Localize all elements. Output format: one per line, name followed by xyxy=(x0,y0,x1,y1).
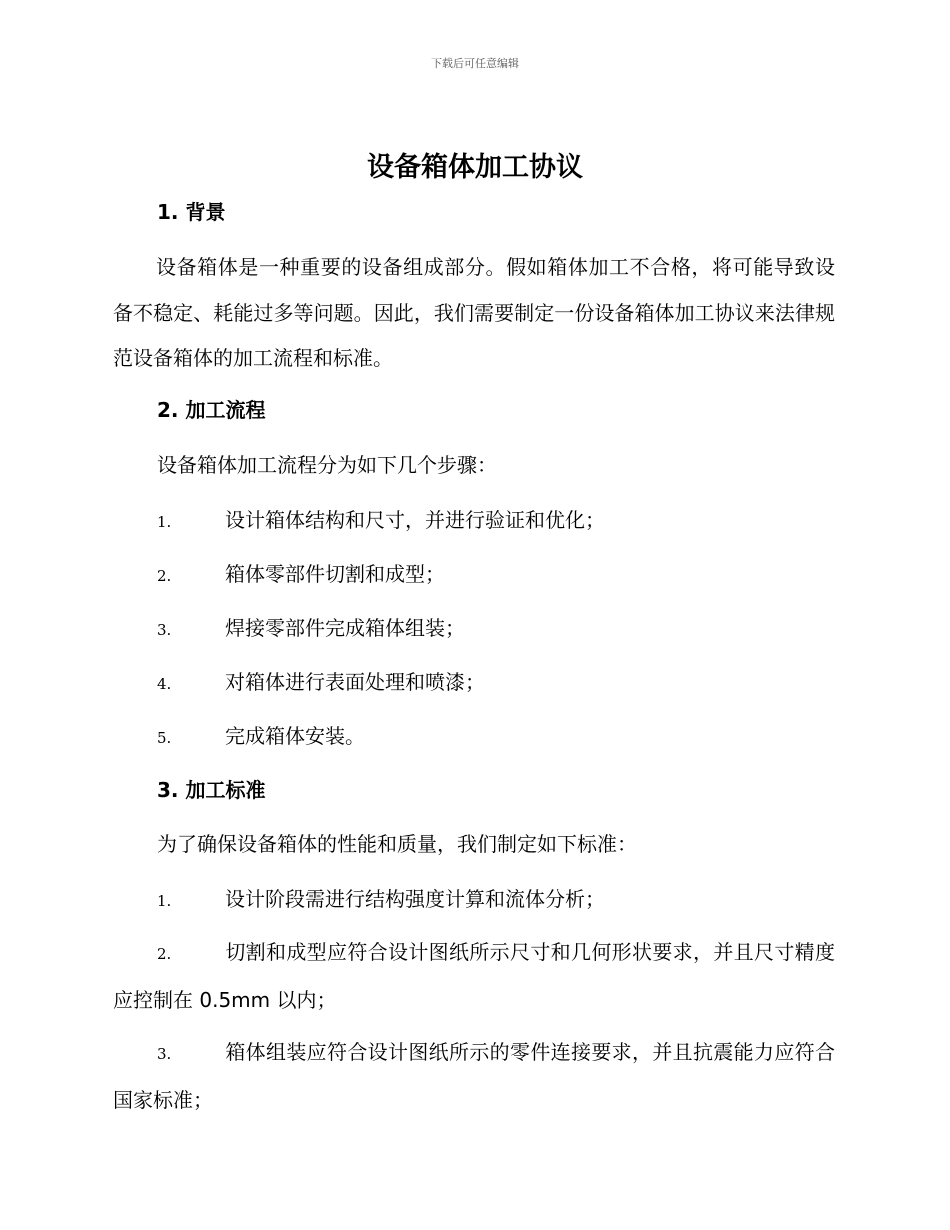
standard-text: 切割和成型应符合设计图纸所示尺寸和几何形状要求，并且尺寸精度应控制在 0.5mm 以内； xyxy=(113,940,835,1012)
standard-item xyxy=(113,1030,835,1123)
process-step xyxy=(113,601,835,657)
step-text: 焊接零部件完成箱体组装； xyxy=(225,616,465,640)
step-number: 2. xyxy=(157,567,172,585)
step-number: 5. xyxy=(157,729,172,747)
step-text: 完成箱体安装。 xyxy=(225,724,365,748)
process-step xyxy=(113,493,835,549)
standard-number: 3. xyxy=(157,1045,172,1063)
standard-item xyxy=(113,872,835,928)
process-step xyxy=(113,655,835,711)
step-number: 3. xyxy=(157,621,172,639)
step-text: 对箱体进行表面处理和喷漆； xyxy=(225,670,485,694)
standard-text: 箱体组装应符合设计图纸所示的零件连接要求，并且抗震能力应符合国家标准； xyxy=(113,1040,835,1112)
standards-lead-text: 为了确保设备箱体的性能和质量，我们制定如下标准： xyxy=(157,832,637,856)
step-text: 设计箱体结构和尺寸，并进行验证和优化； xyxy=(225,508,605,532)
section-heading-process: 2. 加工流程 xyxy=(157,398,266,422)
process-step xyxy=(113,709,835,765)
section-heading-background: 1. 背景 xyxy=(157,200,226,224)
process-step xyxy=(113,547,835,603)
document-title: 设备箱体加工协议 xyxy=(367,152,583,183)
section-heading-standards: 3. 加工标准 xyxy=(157,778,266,802)
standard-text: 设计阶段需进行结构强度计算和流体分析； xyxy=(225,887,605,911)
step-number: 1. xyxy=(157,513,172,531)
step-text: 箱体零部件切割和成型； xyxy=(225,562,445,586)
standard-number: 2. xyxy=(157,945,172,963)
process-lead-text: 设备箱体加工流程分为如下几个步骤： xyxy=(157,453,497,477)
step-number: 4. xyxy=(157,675,172,693)
background-paragraph: 设备箱体是一种重要的设备组成部分。假如箱体加工不合格，将可能导致设备不稳定、耗能过多等问题。因此，我们需要制定一份设备箱体加工协议来法律规范设备箱体的加工流程和标准。 xyxy=(113,255,835,370)
standard-item xyxy=(113,926,835,1023)
standard-number: 1. xyxy=(157,892,172,910)
running-header: 下载后可任意编辑 xyxy=(431,57,519,70)
